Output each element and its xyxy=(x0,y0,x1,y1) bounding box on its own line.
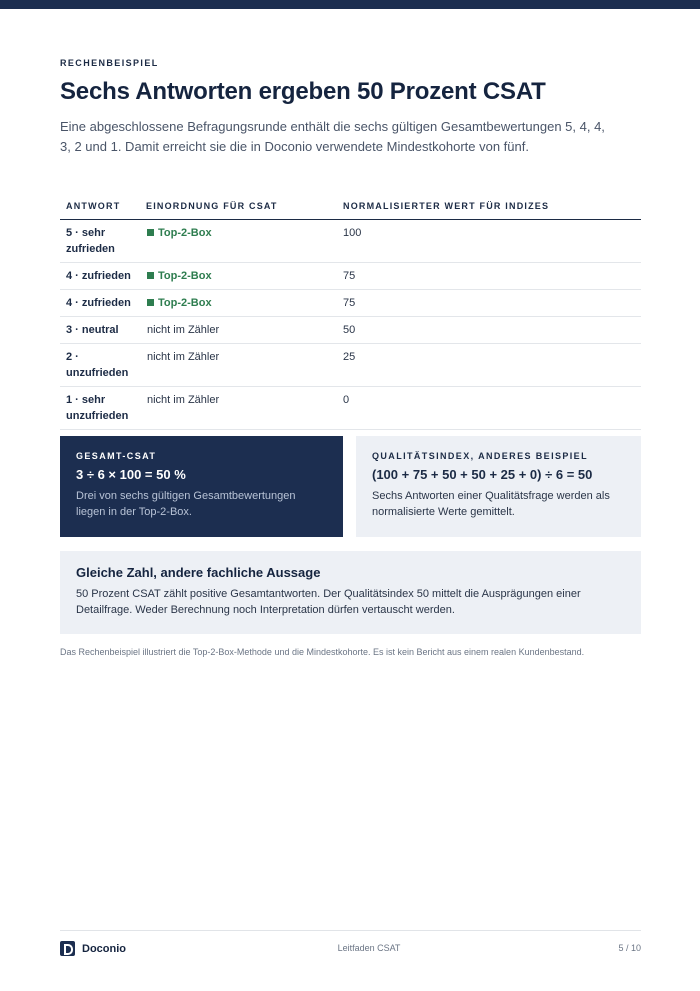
category-cell: nicht im Zähler xyxy=(146,343,343,386)
value-cell: 75 xyxy=(343,289,641,316)
page-number: 5 / 10 xyxy=(618,943,641,953)
category-cell: nicht im Zähler xyxy=(146,386,343,429)
top2-marker-icon xyxy=(147,272,154,279)
category-cell xyxy=(146,219,343,262)
category-cell xyxy=(146,289,343,316)
value-cell: 25 xyxy=(343,343,641,386)
category-label: Top-2-Box xyxy=(158,226,212,239)
page-title: Sechs Antworten ergeben 50 Prozent CSAT xyxy=(60,78,546,105)
lead-paragraph: Eine abgeschlossene Befragungsrunde enthält die sechs gültigen Gesamtbewertungen 5, 4, 4, 3, 2 und 1. Damit erreicht sie die in Doconio verwendete Mindestkohorte von fünf. xyxy=(60,119,605,154)
value-cell: 100 xyxy=(343,219,641,262)
quality-card-label: QUALITÄTSINDEX, ANDERES BEISPIEL xyxy=(372,451,588,461)
note-text: 50 Prozent CSAT zählt positive Gesamtantworten. Der Qualitätsindex 50 mittelt die Ausprägungen einer Detailfrage. Weder Berechnung noch Interpretation dürfen vertauscht werden. xyxy=(76,588,581,616)
quality-formula: (100 + 75 + 50 + 50 + 25 + 0) ÷ 6 = 50 xyxy=(372,467,593,482)
csat-card-text: Drei von sechs gültigen Gesamtbewertungen liegen in der Top-2-Box. xyxy=(76,490,296,518)
table-row xyxy=(60,219,641,262)
answers-table xyxy=(60,196,641,430)
csat-formula: 3 ÷ 6 × 100 = 50 % xyxy=(76,467,186,482)
table-header-row xyxy=(60,196,641,219)
quality-card-text: Sechs Antworten einer Qualitätsfrage werden als normalisierte Werte gemittelt. xyxy=(372,490,610,518)
column-header-answer: ANTWORT xyxy=(60,196,146,219)
table-row xyxy=(60,343,641,386)
table-row xyxy=(60,386,641,429)
value-cell: 50 xyxy=(343,316,641,343)
category-cell xyxy=(146,262,343,289)
column-header-normalized-value: NORMALISIERTER WERT FÜR INDIZES xyxy=(343,196,641,219)
answer-cell: 1 · sehr unzufrieden xyxy=(60,386,146,429)
category-label: Top-2-Box xyxy=(158,269,212,282)
csat-card xyxy=(60,436,343,537)
value-cell: 0 xyxy=(343,386,641,429)
note-box xyxy=(60,551,641,634)
footer-document-title: Leitfaden CSAT xyxy=(337,943,401,953)
top-accent-bar xyxy=(0,0,700,9)
value-cell: 75 xyxy=(343,262,641,289)
answer-cell: 2 · unzufrieden xyxy=(60,343,146,386)
quality-index-card xyxy=(356,436,641,537)
section-eyebrow: RECHENBEISPIEL xyxy=(60,58,159,68)
category-cell: nicht im Zähler xyxy=(146,316,343,343)
category-label: Top-2-Box xyxy=(158,296,212,309)
answer-cell: 4 · zufrieden xyxy=(60,262,146,289)
brand-name: Doconio xyxy=(82,942,126,955)
table-row xyxy=(60,262,641,289)
answer-cell: 3 · neutral xyxy=(60,316,146,343)
table-row xyxy=(60,316,641,343)
column-header-category: EINORDNUNG FÜR CSAT xyxy=(146,196,343,219)
answer-cell: 4 · zufrieden xyxy=(60,289,146,316)
table-row xyxy=(60,289,641,316)
top2-marker-icon xyxy=(147,229,154,236)
top2-marker-icon xyxy=(147,299,154,306)
footer-divider xyxy=(60,930,641,931)
answer-cell: 5 · sehr zufrieden xyxy=(60,219,146,262)
note-title: Gleiche Zahl, andere fachliche Aussage xyxy=(76,565,321,580)
csat-card-label: GESAMT-CSAT xyxy=(76,451,157,461)
disclaimer: Das Rechenbeispiel illustriert die Top-2-Box-Methode und die Mindestkohorte. Es ist kein Bericht aus einem realen Kundenbestand. xyxy=(60,647,585,657)
